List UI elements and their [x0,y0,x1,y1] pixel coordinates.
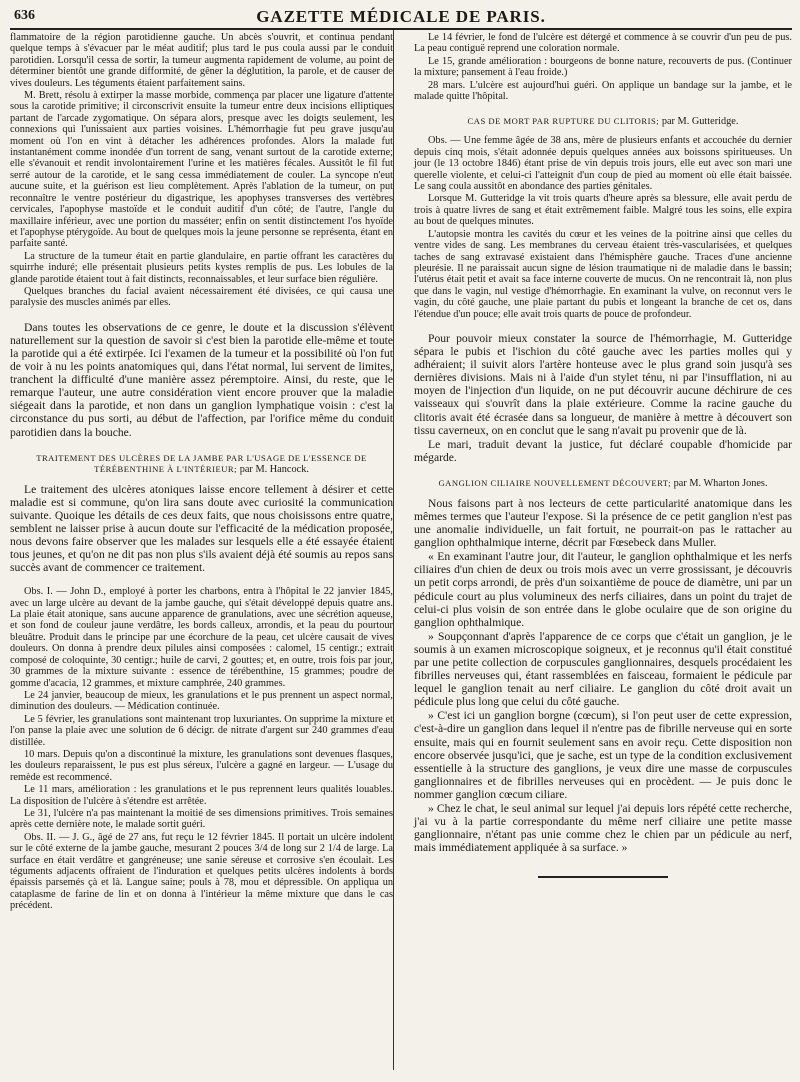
section-author: par M. Hancock. [239,463,309,475]
section-heading [414,478,792,489]
section-author: par M. Gutteridge. [661,116,739,128]
paragraph: flammatoire de la région parotidienne gauche. Un abcès s'ouvrit, et continua pendant quelque temps à s'évacuer par le méat auditif; plus tard le pus coula aussi par le conduit parotidien. Lorsqu'il cessa de sortir, la tumeur augmenta rapidement de volume, au point de déterminer bientôt une grande difformité, de gêner la déglutition, la parole, et de causer de vives douleurs. Les téguments étaient parfaitement sains. [10,32,393,89]
paragraph: Obs. I. — John D., employé à porter les charbons, entra à l'hôpital le 22 janvier 1845, avec un large ulcère au devant de la jambe gauche, qui s'était développé depuis quatre ans. La plaie était atonique, sans aucune apparence de granulations, avec une sécrétion aqueuse, et son fond de couleur jaune verdâtre, les bords calleux, arrondis, et la peau du pourtour bleuâtre. Produit dans le principe par une écorchure de la peau, cet ulcère causait de vives douleurs. On donna à prendre deux pilules ainsi composées : calomel, 15 centigr.; extrait composé de coloquinte, 30 centigr.; huile de carvi, 2 gouttes; et, en outre, trois fois par jour, 30 grammes de la mixture suivante : essence de térébenthine, 15 grammes; poudre de gomme d'acacia, 12 grammes, et mixture camphrée, 240 grammes. [10,586,393,689]
paragraph: L'autopsie montra les cavités du cœur et les veines de la poitrine ainsi que celles du ventre vides de sang. Les membranes du cerveau étaient très-vascularisées, et quelques taches de sang extravasé existaient dans l'hémisphère gauche. Traces d'une ancienne pleurésie. Il ne paraissait aucun signe de lésion traumatique ni de maladie dans le bassin; l'utérus était petit et avait sa face interne couverte de mucus. On ne rencontrait là, non plus que dans le vagin, nul vestige d'hémorrhagie. En examinant la vulve, on reconnut vers le vagin, du côté gauche, une plaie partant du pubis et longeant la branche de cet os, dans l'étendue d'un pouce; elle avait trois quarts de pouce de profondeur. [414,228,792,320]
page-number: 636 [14,8,35,23]
section-title: GANGLION CILIAIRE NOUVELLEMENT DÉCOUVERT; [438,477,671,488]
paragraph: » Soupçonnant d'après l'apparence de ce corps que c'était un ganglion, je le soumis à un examen microscopique soigneux, et je reconnus qu'il était constitué par une petite collection de corpuscules ganglionnaires, desquels procédaient les fibrilles nerveuses qui, étant rassemblées en faisceau, formaient le pédicule par lequel le ganglion tenait au nerf ciliaire. Le ganglion du côté droit avait un pédicule plus long que celui du côté gauche. [414,629,792,709]
end-rule [538,876,668,878]
paragraph: 28 mars. L'ulcère est aujourd'hui guéri. On applique un bandage sur la jambe, et le malade quitte l'hôpital. [414,79,792,103]
paragraph: Le 31, l'ulcère n'a pas maintenant la moitié de ses dimensions primitives. Trois semaines après cette dernière note, le malade sortit guéri. [10,807,393,831]
paragraph: Quelques branches du facial avaient nécessairement été divisées, ce qui causa une paralysie des muscles animés par elles. [10,285,393,309]
section-heading [414,116,792,127]
section-title: TRAITEMENT DES ULCÈRES DE LA JAMBE PAR L'USAGE DE L'ESSENCE DE TÉRÉBENTHINE À L'INTÉRIEUR; [36,452,367,474]
paragraph: Obs. — Une femme âgée de 38 ans, mère de plusieurs enfants et accouchée du dernier depuis cinq mois, s'était adonnée depuis quelques années aux boissons spiritueuses. Un jour (le 13 octobre 1846) étant prise de vin depuis trois jours, elle eut avec son mari une querelle violente, et celui-ci l'atteignit d'un coup de pied au moment où elle était baissée. Le sang coula aussitôt en abondance des parties génitales. [414,135,792,193]
page-header [10,6,792,30]
paragraph: Pour pouvoir mieux constater la source de l'hémorrhagie, M. Gutteridge sépara le pubis et l'ischion du côté gauche avec les parties molles qui y adhéraient; il suivit alors l'artère honteuse avec le plus grand soin jusqu'à ses dernières divisions. Mais ni à l'aide d'un stylet ténu, ni par l'insufflation, ni au moyen de l'injection d'un liquide, on ne put découvrir aucune déchirure de ces vaisseaux qui s'ouvrît dans la plaie extérieure. Comme la racine gauche du clitoris avait été écrasée dans sa longueur, de manière à mettre à découvert son tissu caverneux, on en conclut que le sang n'avait pu provenir que de là. [414,331,792,437]
left-column [10,32,399,1072]
section-heading [10,453,393,475]
paragraph: Nous faisons part à nos lecteurs de cette particularité anatomique dans les mêmes termes que l'auteur l'expose. Si la présence de ce petit ganglion n'est pas une anomalie individuelle, un fait fortuit, ne pourrait-on pas le rattacher au ganglion ophthalmique interne, décrit par Fœsebeck dans Muller. [414,496,792,550]
paragraph: « En examinant l'autre jour, dit l'auteur, le ganglion ophthalmique et les nerfs ciliaires d'un chien de deux ou trois mois avec un verre grossissant, je découvris un petit corps arrondi, de près d'un soixantième de pouce de diamètre, uni par un pédicule court au plus volumineux des nerfs ciliaires, dans un point du trajet de celui-ci plus voisin de son entrée dans le globe oculaire que de son origine du ganglion ophthalmique. [414,550,792,629]
paragraph: 10 mars. Depuis qu'on a discontinué la mixture, les granulations sont devenues flasques, les douleurs reparaissent, le pus est plus séreux, l'ulcère a gagné en largeur. — L'usage du remède est recommencé. [10,748,393,783]
section-title: CAS DE MORT PAR RUPTURE DU CLITORIS; [467,116,660,127]
paragraph: Dans toutes les observations de ce genre, le doute et la discussion s'élèvent naturellement sur la question de savoir si c'est bien la parotide elle-même et toute la parotide qui a été extirpée. Ici l'examen de la tumeur et la possibilité où l'on fut de voir à nu les points anatomiques qui, dans l'état normal, lui servent de limites, tranchent la difficulté d'une manière assez péremptoire. Ainsi, du reste, que le remarque l'auteur, une autre considération vient encore prouver que la maladie siégeait dans la parotide, et non dans un ganglion lymphatique voisin : c'est la circonstance du pus sorti, au début de l'affection, par l'orifice même du conduit parotidien dans la bouche. [10,320,393,439]
paragraph: La structure de la tumeur était en partie glandulaire, en partie offrant les caractères du squirrhe induré; elle présentait plusieurs petits kystes remplis de pus. Les lobules de la glande parotide étaient tout à fait distincts, reconnaissables, et leur surface bien régulière. [10,250,393,285]
paragraph: » C'est ici un ganglion borgne (cœcum), si l'on peut user de cette expression, c'est-à-dire un ganglion dans lequel il n'entre pas de fibrille nerveuse qui en sorte ensuite, mais qui en fournit seulement sans en avoir reçu. Cette disposition non encore observée jusqu'ici, que je sache, est un type de la condition exclusivement essentielle à la structure des ganglions, je veux dire une masse de corpuscules ganglionnaires et de fibrilles nerveuses qui en procèdent. — Je puis donc le nommer ganglion cœcum ciliare. [414,709,792,801]
section-author: par M. Wharton Jones. [673,477,768,489]
paragraph: Le traitement des ulcères atoniques laisse encore tellement à désirer et cette maladie est si commune, qu'on lira sans doute avec curiosité la communication suivante. Quoique les détails de ces deux faits, que nous choisissons entre quatre, semblent ne laisser prise à aucun doute sur l'efficacité de la médication proposée, nous devons faire observer que les malades sur lesquels elle a été essayée étaient tous jeunes, et qu'on ne dit pas non plus s'ils avaient déjà été soumis au repos sans succès avant de commencer ce traitement. [10,482,393,575]
paragraph: Le 24 janvier, beaucoup de mieux, les granulations et le pus prennent un aspect normal, diminution des douleurs. — Médication continuée. [10,689,393,713]
right-column [408,32,792,1072]
paragraph: Lorsque M. Gutteridge la vit trois quarts d'heure après sa blessure, elle avait perdu de trois à quatre livres de sang et était extrêmement faible. Malgré tous les soins, elle expira au bout de quelques minutes. [414,193,792,228]
paragraph: Le mari, traduit devant la justice, fut déclaré coupable d'homicide par mégarde. [414,437,792,464]
paragraph: Obs. II. — J. G., âgé de 27 ans, fut reçu le 12 février 1845. Il portait un ulcère indolent sur le côté externe de la jambe gauche, mesurant 2 pouces 3/4 de long sur 2 1/4 de large. La surface en était verdâtre et gangréneuse; une sanie séreuse et corrosive s'en écoulait. Les téguments adjacents offraient de l'induration et quelques petits ulcères indolents à bords épaissis parsemés çà et là. Langue saine; pouls à 78, mou et dépressible. On appliqua un cataplasme de farine de lin et on donna à l'intérieur la même mixture que dans le cas précédent. [10,831,393,912]
paragraph: » Chez le chat, le seul animal sur lequel j'ai depuis lors répété cette recherche, j'ai vu à la partie correspondante du même nerf ciliaire une petite masse ganglionnaire, n'étant pas unie comme chez le chien par un pédicule au nerf, mais immédiatement appliquée à sa surface. » [414,802,792,855]
journal-title: GAZETTE MÉDICALE DE PARIS. [256,7,546,26]
paragraph: Le 15, grande amélioration : bourgeons de bonne nature, recouverts de pus. (Continuer la mixture; pansement à l'eau froide.) [414,55,792,79]
paragraph: Le 11 mars, amélioration : les granulations et le pus reprennent leurs qualités louables. La disposition de l'ulcère à s'étendre est arrêtée. [10,784,393,807]
paragraph: Le 14 février, le fond de l'ulcère est détergé et commence à se couvrir d'un peu de pus. La peau contiguë reprend une coloration normale. [414,32,792,55]
paragraph: M. Brett, résolu à extirper la masse morbide, commença par placer une ligature d'attente sous la carotide primitive; il circonscrivit ensuite la tumeur entre deux incisions elliptiques partant de l'arcade zygomatique. On sépara alors, presque avec les doigts seulement, les connexions qui l'unissaient aux parties voisines. L'hémorrhagie fut peu grave jusqu'au moment où l'on en vint à détacher les adhérences profondes. Alors la malade fut instantanément comme inondée d'un torrent de sang, venant surtout de la carotide externe; elle s'évanouit et rendit involontairement l'urine et les matières fécales. Aussitôt le fil fut serré autour de la carotide, et le sang cessa immédiatement de couler. La syncope n'eut aucune suite, et la guérison est lieu complètement. Après l'ablation de la tumeur, on put reconnaître le ventre postérieur du digastrique, les apophyses transverses des vertèbres cervicales, l'apophyse mastoïde et le conduit auditif d'un côté; de l'autre, l'angle du maxillaire inférieur, avec une portion du masséter; enfin on sentit distinctement l'os hyoïde et l'apophyse ptérygoïde. Au bout de quelques mois la jeune personne se représenta, étant en parfaite santé. [10,90,393,250]
article-columns [10,32,792,1072]
paragraph: Le 5 février, les granulations sont maintenant trop luxuriantes. On supprime la mixture et l'on panse la plaie avec une solution de 6 décigr. de nitrate d'argent sur 240 grammes d'eau distillée. [10,713,393,748]
